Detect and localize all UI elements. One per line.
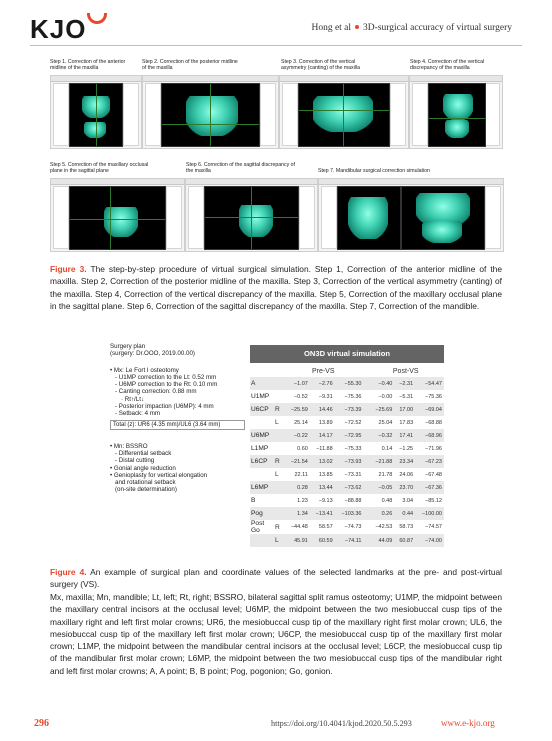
coordinate-cell: 45.91 [285, 534, 310, 547]
page-number: 296 [34, 718, 49, 729]
mx-line: - U1MP correction to the Lt: 0.52 mm [115, 373, 217, 381]
coordinate-cell: −75.36 [344, 393, 362, 400]
step-4-screenshot [409, 75, 503, 149]
landmark-side [275, 481, 285, 494]
mx-line: · Rt↑/Lt↓ [121, 395, 145, 403]
coordinate-cell: 24.06 [399, 471, 414, 478]
coordinate-cell: 0.26 [369, 507, 394, 520]
landmark-side [275, 494, 285, 507]
coordinate-cell: −100.00 [415, 507, 444, 520]
coordinate-cell: −0.40 [369, 377, 394, 390]
website-link[interactable]: www.e-kjo.org [441, 718, 495, 728]
coordinate-cell: 13.89 [318, 419, 333, 426]
figure-3-caption [50, 263, 502, 312]
running-head [311, 23, 512, 33]
step-4-label: Step 4. Correction of the vertical discrepancy of the maxilla [410, 59, 485, 71]
figure-3-caption-text: The step-by-step procedure of virtual surgical simulation. Step 1, Correction of the anterior midline of the maxilla. Step 2, Correction of the posterior midline of the maxilla. Step 3, Correction of the vertical asymmetry (canting) of the maxilla. Step 4, Correction of the vertical discrepancy of the maxilla. Step 5, Correction of the maxillary occlusal plane in the sagittal plane. Step 6, Correction of the sagittal discrepancy of the maxilla. Step 7, Correction of the mandible. [50, 264, 502, 311]
running-head-title: 3D-surgical accuracy of virtual surgery [363, 23, 512, 33]
table-row [250, 429, 444, 442]
coordinate-cell: 21.78 [378, 471, 393, 478]
total-z-box: Total (z): UR6 (4.35 mm)/UL6 (3.64 mm) [110, 420, 245, 430]
coordinate-cell: 3.04 [402, 497, 414, 504]
col-pre-vs: Pre-VS [311, 367, 335, 375]
coordinate-cell: −1.25 [399, 445, 414, 452]
step-2-screenshot [142, 75, 279, 149]
coordinate-cell: −75.36 [425, 393, 442, 400]
coordinate-cell: −25.59 [285, 403, 310, 416]
coordinate-cell: −72.95 [335, 429, 364, 442]
landmark-name: B [251, 497, 256, 504]
landmark-table [250, 365, 444, 547]
landmark-side: R [275, 455, 285, 468]
table-row [250, 390, 444, 403]
coordinate-cell: 13.44 [310, 481, 335, 494]
landmark-name: L6MP [250, 481, 275, 494]
landmark-name [250, 534, 275, 547]
landmark-name: Pog [250, 507, 275, 520]
table-row [250, 377, 444, 390]
table-row [250, 455, 444, 468]
table-row [250, 481, 444, 494]
coordinate-cell: 13.85 [318, 471, 333, 478]
coordinate-cell: 13.02 [310, 455, 335, 468]
landmark-side [275, 377, 285, 390]
table-row [250, 520, 444, 534]
coordinate-cell: −72.52 [344, 419, 362, 426]
coordinate-cell: −74.00 [415, 534, 444, 547]
mx-line: - U6MP correction to the Rt: 0.10 mm [115, 381, 218, 389]
table-row [250, 507, 444, 520]
mn-line: • Gonial angle reduction [110, 464, 176, 472]
coordinate-cell: 23.70 [394, 481, 415, 494]
coordinate-cell: −44.48 [290, 524, 308, 530]
coordinate-cell: 60.59 [310, 534, 335, 547]
coordinate-cell: −0.00 [378, 393, 393, 400]
coordinate-cell: 14.17 [310, 429, 335, 442]
coordinate-cell: −0.32 [369, 429, 394, 442]
landmark-side [275, 429, 285, 442]
coordinate-cell: 23.34 [394, 455, 415, 468]
table-row [250, 403, 444, 416]
landmark-name [250, 468, 275, 481]
coordinate-cell: −68.88 [425, 419, 442, 426]
table-title: ON3D virtual simulation [250, 345, 444, 363]
coordinate-cell: −88.88 [344, 497, 362, 504]
coordinate-cell: 25.14 [294, 419, 308, 426]
coordinate-cell: −9.31 [318, 393, 333, 400]
bullet-icon [355, 25, 359, 29]
coordinate-cell: −67.48 [425, 471, 442, 478]
coordinate-cell: −2.31 [394, 377, 415, 390]
figure-4-abbreviations: Mx, maxilla; Mn, mandible; Lt, left; Rt, right; BSSRO, bilateral sagittal split ramus osteotomy; U1MP, the midpoint between the maxillary central incisors at the occlusal level; U6MP, the midpoint between the two mesiobuccal cusp tips of the maxillary right and left first molar crowns; UR6, the mesiobuccal cusp tip of the maxillary right first molar crown; UL6, the mesiobuccal cusp tip of the maxillary left first molar crown; U6CP, the mesiobuccal cusp tip of the maxillary first molar crown; L1MP, the midpoint between the mandibular central incisors at the occlusal level; L6CP, the mesiobuccal cusp tip of the mandibular first molar crown; L6MP, the midpoint between the two mesiobuccal cusp tips of the mandibular right and left first molar crowns; A, A point; B, B point; Pog, pogonion; Go, gonion. [50, 592, 502, 676]
coordinate-cell: −2.76 [310, 377, 335, 390]
coordinate-cell: 44.09 [369, 534, 394, 547]
landmark-side [275, 442, 285, 455]
col-post-vs: Post-VS [392, 367, 419, 375]
landmark-side: L [275, 419, 279, 426]
landmark-side: R [275, 403, 285, 416]
coordinate-cell: −55.30 [335, 377, 364, 390]
journal-logo: KJO [30, 14, 86, 45]
landmark-side: L [275, 534, 285, 547]
mn-heading: • Mn: BSSRO [110, 442, 148, 450]
coordinate-cell: 1.34 [285, 507, 310, 520]
coordinate-cell: 17.41 [394, 429, 415, 442]
table-row [250, 416, 444, 429]
landmark-name: A [250, 377, 275, 390]
table-row [250, 534, 444, 547]
landmark-name: L6CP [250, 455, 275, 468]
mn-line: - Distal cutting [115, 457, 155, 465]
coordinate-cell: −71.96 [425, 445, 442, 452]
coordinate-cell: −74.11 [335, 534, 364, 547]
coordinate-cell: −103.36 [335, 507, 364, 520]
step-2-label: Step 2. Correction of the posterior midline of the maxilla [142, 59, 238, 71]
coordinate-cell: 0.60 [297, 445, 308, 452]
plan-title: Surgery plan [110, 343, 146, 350]
coordinate-cell: −73.31 [344, 471, 362, 478]
coordinate-cell: −9.13 [318, 497, 333, 504]
landmark-name: U1MP [251, 393, 270, 400]
plan-subtitle: (surgery: Dr.OOO, 2019.00.00) [110, 350, 195, 358]
step-6-screenshot [185, 178, 318, 252]
header-rule [30, 45, 522, 46]
coordinate-cell: 0.48 [381, 497, 393, 504]
coordinate-cell: −74.57 [425, 524, 442, 530]
landmark-side: L [275, 471, 279, 478]
coordinate-cell: −67.36 [415, 481, 444, 494]
surgery-plan [110, 343, 245, 494]
coordinate-cell: −0.05 [369, 481, 394, 494]
mn-line: and rotational setback [115, 479, 176, 487]
step-1-label: Step 1. Correction of the anterior midline of the maxilla [50, 59, 126, 71]
step-7-label: Step 7. Mandibular surgical correction simulation [318, 168, 430, 174]
coordinate-cell: −69.04 [415, 403, 444, 416]
figure-4-label: Figure 4. [50, 567, 87, 577]
coordinate-cell: −73.39 [335, 403, 364, 416]
coordinate-cell: 22.11 [294, 471, 308, 478]
coordinate-cell: −67.23 [415, 455, 444, 468]
mn-line: (on-site determination) [115, 486, 177, 494]
step-7-screenshot [318, 178, 504, 252]
coordinate-cell: −13.41 [310, 507, 335, 520]
coordinate-cell: 1.23 [297, 497, 308, 504]
logo-accent-mark [87, 13, 107, 24]
table-header-row [250, 365, 444, 377]
coordinate-cell: −73.93 [335, 455, 364, 468]
mx-line: - Posterior impaction (U6MP): 4 mm [115, 403, 214, 411]
coordinate-cell: −68.96 [415, 429, 444, 442]
landmark-side [275, 390, 285, 403]
step-5-label: Step 5. Correction of the maxillary occlusal plane in the sagittal plane [50, 162, 149, 174]
doi-link[interactable]: https://doi.org/10.4041/kjod.2020.50.5.293 [271, 719, 412, 728]
landmark-name [250, 416, 275, 429]
figure-3-label: Figure 3. [50, 264, 87, 274]
landmark-name: Post Go [251, 520, 265, 534]
coordinate-cell: 60.87 [394, 534, 415, 547]
coordinate-cell: −0.52 [293, 393, 308, 400]
coordinate-cell: 58.57 [318, 524, 333, 530]
coordinate-cell: −85.12 [425, 497, 442, 504]
coordinate-cell: 0.14 [381, 445, 393, 452]
mn-line: • Genioplasty for vertical elongation [110, 471, 208, 479]
table-row [250, 442, 444, 455]
step-5-screenshot [50, 178, 185, 252]
coordinate-cell: −73.62 [335, 481, 364, 494]
landmark-name: U6CP [250, 403, 275, 416]
mx-line: - Setback: 4 mm [115, 410, 161, 418]
coordinate-cell: 25.04 [378, 419, 393, 426]
coordinate-cell: 14.46 [310, 403, 335, 416]
landmark-name: L1MP [251, 445, 269, 452]
mn-line: - Differential setback [115, 449, 172, 457]
landmark-name: U6MP [250, 429, 275, 442]
coordinate-cell: −5.31 [399, 393, 414, 400]
coordinate-cell: −54.47 [415, 377, 444, 390]
landmark-side [275, 507, 285, 520]
mx-heading: • Mx: Le Fort I osteotomy [110, 366, 179, 374]
coordinate-cell: −75.33 [344, 445, 362, 452]
running-head-authors: Hong et al [311, 23, 352, 33]
figure-4-caption-text: An example of surgical plan and coordinate values of the selected landmarks at the pre- and post-virtual surgery (VS). [50, 567, 502, 590]
step-6-label: Step 6. Correction of the sagittal discrepancy of the maxilla [186, 162, 295, 174]
coordinate-cell: −74.73 [344, 524, 362, 530]
coordinate-cell: −1.07 [285, 377, 310, 390]
table-row [250, 468, 444, 481]
coordinate-cell: −25.69 [369, 403, 394, 416]
landmark-side: R [275, 523, 280, 531]
mx-line: - Canting correction: 0.88 mm [115, 388, 197, 396]
coordinate-cell: −21.54 [285, 455, 310, 468]
coordinate-cell: 58.73 [399, 524, 414, 530]
coordinate-cell: 17.00 [394, 403, 415, 416]
step-3-screenshot [279, 75, 409, 149]
coordinate-cell: 17.83 [399, 419, 414, 426]
table-row [250, 494, 444, 507]
step-3-label: Step 3. Correction of the vertical asymmetry (canting) of the maxilla [281, 59, 360, 71]
coordinate-cell: 0.28 [285, 481, 310, 494]
coordinate-cell: −0.22 [285, 429, 310, 442]
figure-4-caption [50, 566, 502, 591]
coordinate-cell: −11.88 [316, 445, 333, 452]
coordinate-cell: 0.44 [394, 507, 415, 520]
coordinate-cell: −42.53 [375, 524, 393, 530]
step-1-screenshot [50, 75, 142, 149]
coordinate-cell: −21.88 [369, 455, 394, 468]
